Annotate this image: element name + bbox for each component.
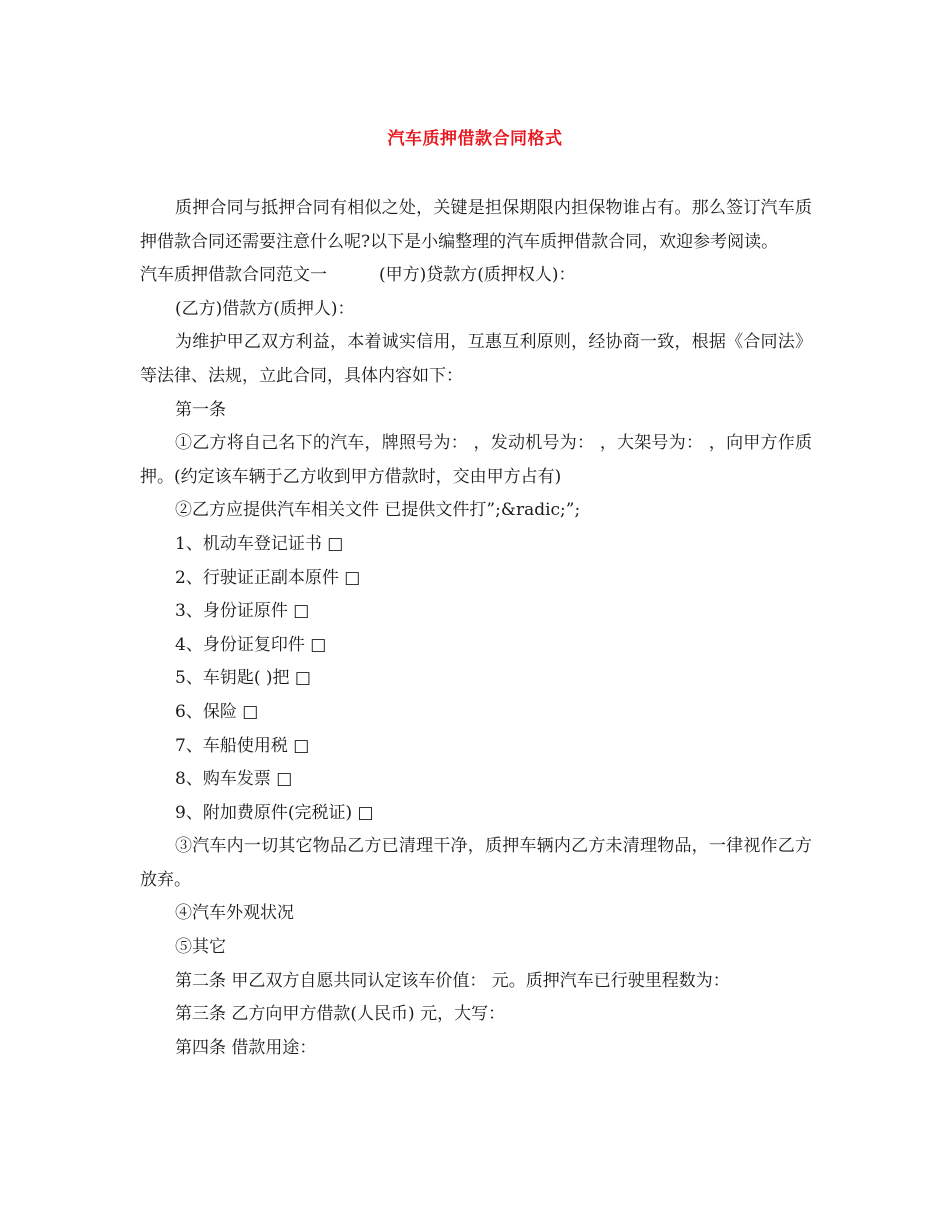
paragraph-sample-heading — [140, 259, 812, 293]
document-body — [140, 192, 812, 1065]
article-4: 第四条 借款用途： — [175, 1037, 317, 1058]
document-list-item: 8、购车发票 □ — [175, 769, 293, 790]
article-1-item-2: ②乙方应提供汽车相关文件 已提供文件打”;&radic;”; — [175, 500, 581, 521]
document-list-item: 4、身份证复印件 □ — [175, 634, 327, 655]
paragraph-preamble: 为维护甲乙双方利益，本着诚实信用，互惠互利原则，经协商一致，根据《合同法》等法律、法规，立此合同，具体内容如下： — [140, 332, 812, 386]
article-1-heading: 第一条 — [175, 399, 226, 420]
document-list-item: 9、附加费原件(完税证) □ — [175, 802, 374, 823]
document-list-item: 3、身份证原件 □ — [175, 601, 310, 622]
document-list-item: 2、行驶证正副本原件 □ — [175, 567, 361, 588]
paragraph-intro: 质押合同与抵押合同有相似之处，关键是担保期限内担保物谁占有。那么签订汽车质押借款合同还需要注意什么呢?以下是小编整理的汽车质押借款合同，欢迎参考阅读。 — [140, 198, 812, 252]
document-list-item: 6、保险 □ — [175, 701, 259, 722]
article-1-item-3: ③汽车内一切其它物品乙方已清理干净，质押车辆内乙方未清理物品，一律视作乙方放弃。 — [140, 836, 812, 890]
document-title: 汽车质押借款合同格式 — [387, 129, 563, 149]
document-list-item: 7、车船使用税 □ — [175, 735, 310, 756]
article-1-item-4: ④汽车外观状况 — [175, 903, 294, 924]
sample-heading-text: 汽车质押借款合同范文一 — [140, 265, 327, 286]
paragraph-party-b: (乙方)借款方(质押人)： — [175, 298, 355, 319]
article-2: 第二条 甲乙双方自愿共同认定该车价值： 元。质押汽车已行驶里程数为： — [175, 970, 730, 991]
document-list-item: 1、机动车登记证书 □ — [175, 533, 344, 554]
article-1-item-1: ①乙方将自己名下的汽车，牌照号为： ，发动机号为： ，大架号为： ，向甲方作质押。(约定该车辆于乙方收到甲方借款时，交由甲方占有) — [140, 433, 812, 487]
article-3: 第三条 乙方向甲方借款(人民币) 元，大写： — [175, 1004, 506, 1025]
document-list-item: 5、车钥匙( )把 □ — [175, 668, 311, 689]
party-a-label: (甲方)贷款方(质押权人)： — [379, 265, 576, 286]
article-1-item-5: ⑤其它 — [175, 937, 226, 958]
